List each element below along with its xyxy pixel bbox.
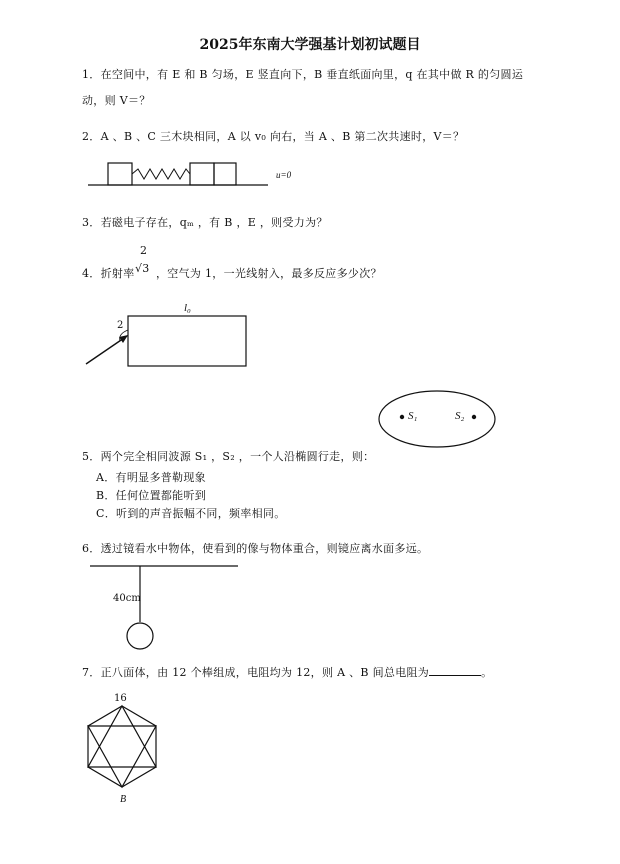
s1-label: S₁ bbox=[408, 410, 418, 422]
triangle-down bbox=[88, 726, 156, 787]
s2-label: S₂ bbox=[455, 410, 465, 422]
option-b: B．任何位置都能听到 bbox=[96, 489, 207, 502]
question-4-prefix: 4．折射率 bbox=[82, 267, 135, 280]
question-1-line-1: 1．在空间中，有 E 和 B 匀场，E 竖直向下，B 垂直纸面向里，q 在其中做 R 的匀圆运 bbox=[82, 68, 524, 81]
question-5-text: 5．两个完全相同波源 S₁ ，S₂ ，一个人沿椭圆行走，则： bbox=[82, 450, 375, 463]
top-vertex-label: 16 bbox=[114, 693, 127, 704]
page-title: 2025年东南大学强基计划初试题目 bbox=[199, 37, 421, 53]
friction-label: u=0 bbox=[276, 170, 292, 180]
question-4-suffix: ，空气为 1，一光线射入，最多反应多少次？ bbox=[156, 267, 382, 280]
option-c: C．听到的声音振幅不同，频率相同。 bbox=[96, 507, 286, 520]
question-7-prefix: 7．正八面体，由 12 个棒组成，电阻均为 12，则 A 、B 间总电阻为 bbox=[82, 666, 430, 679]
question-6-text: 6．透过镜看水中物体，使看到的像与物体重合，则镜应离水面多远。 bbox=[82, 542, 429, 555]
length-label: 40cm bbox=[113, 593, 141, 604]
refractive-index-denominator: √3 bbox=[135, 262, 150, 275]
option-a: A．有明显多普勒现象 bbox=[96, 471, 206, 484]
question-1-line-2: 动，则 V＝？ bbox=[82, 94, 151, 107]
question-2-text: 2．A 、B 、C 三木块相同，A 以 v₀ 向右，当 A 、B 第二次共速时，V＝？ bbox=[82, 130, 465, 143]
question-7-suffix: 。 bbox=[481, 666, 493, 679]
bottom-vertex-label: B bbox=[120, 794, 127, 805]
refractive-index-numerator: 2 bbox=[140, 244, 148, 257]
l0-label: l₀ bbox=[184, 302, 191, 314]
hexagon-outline bbox=[88, 706, 156, 787]
triangle-up bbox=[88, 706, 156, 767]
angle-label: 2 bbox=[117, 320, 124, 331]
question-3-text: 3．若磁电子存在，qₘ ，有 B ，E ，则受力为？ bbox=[82, 216, 328, 229]
